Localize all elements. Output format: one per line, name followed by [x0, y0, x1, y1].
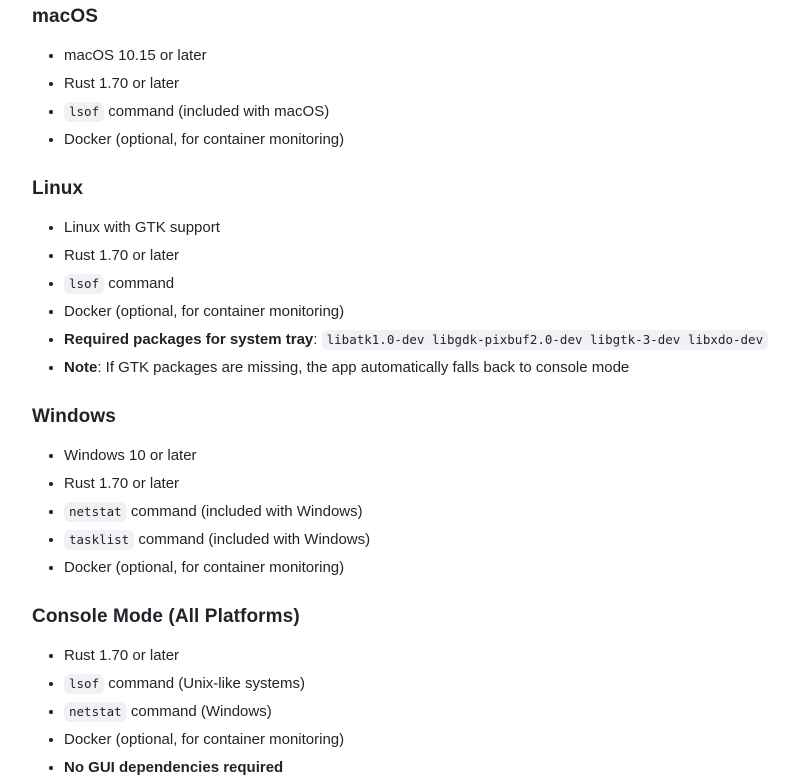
text: command (included with Windows)	[126, 503, 363, 520]
text: Docker (optional, for container monitoring)	[64, 731, 345, 748]
text: Rust 1.70 or later	[64, 247, 180, 264]
inline-code: lsof	[64, 102, 104, 122]
text: Rust 1.70 or later	[64, 475, 180, 492]
section-heading-windows: Windows	[32, 406, 116, 427]
inline-code: lsof	[64, 274, 104, 294]
inline-code: libatk1.0-dev libgdk-pixbuf2.0-dev libgtk-3-dev libxdo-dev	[322, 330, 769, 350]
list-item	[64, 756, 790, 780]
list-item	[64, 244, 790, 268]
bold-text: No GUI dependencies required	[64, 759, 284, 776]
requirements-document	[32, 4, 790, 780]
list-item	[64, 272, 790, 296]
bold-text: Required packages for system tray	[64, 331, 314, 348]
bold-text: Note	[64, 359, 98, 376]
text: command	[104, 275, 175, 292]
list-item	[64, 128, 790, 152]
inline-code: lsof	[64, 674, 104, 694]
list-item	[64, 728, 790, 752]
list-item	[64, 72, 790, 96]
section-list-windows	[32, 444, 790, 580]
text: Windows 10 or later	[64, 447, 197, 464]
text: Rust 1.70 or later	[64, 75, 180, 92]
inline-code: tasklist	[64, 530, 134, 550]
text: command (Unix-like systems)	[104, 675, 305, 692]
list-item	[64, 500, 790, 524]
text: Docker (optional, for container monitoring)	[64, 559, 345, 576]
text: :	[313, 331, 322, 348]
section-list-linux	[32, 216, 790, 380]
section-heading-console-mode: Console Mode (All Platforms)	[32, 606, 300, 627]
list-item	[64, 700, 790, 724]
list-item	[64, 556, 790, 580]
list-item	[64, 356, 790, 380]
list-item	[64, 644, 790, 668]
section-heading-macos: macOS	[32, 6, 98, 27]
text: Docker (optional, for container monitoring)	[64, 303, 345, 320]
list-item	[64, 300, 790, 324]
text: Linux with GTK support	[64, 219, 220, 236]
inline-code: netstat	[64, 702, 127, 722]
text: command (included with Windows)	[134, 531, 371, 548]
list-item	[64, 100, 790, 124]
text: command (included with macOS)	[104, 103, 330, 120]
section-list-macos	[32, 44, 790, 152]
text: : If GTK packages are missing, the app automatically falls back to console mode	[97, 359, 630, 376]
text: command (Windows)	[126, 703, 272, 720]
section-list-console-mode	[32, 644, 790, 780]
list-item	[64, 216, 790, 240]
inline-code: netstat	[64, 502, 127, 522]
list-item	[64, 44, 790, 68]
text: Rust 1.70 or later	[64, 647, 180, 664]
list-item	[64, 328, 790, 352]
list-item	[64, 672, 790, 696]
list-item	[64, 528, 790, 552]
text: macOS 10.15 or later	[64, 47, 207, 64]
list-item	[64, 472, 790, 496]
text: Docker (optional, for container monitoring)	[64, 131, 345, 148]
section-heading-linux: Linux	[32, 178, 84, 199]
list-item	[64, 444, 790, 468]
